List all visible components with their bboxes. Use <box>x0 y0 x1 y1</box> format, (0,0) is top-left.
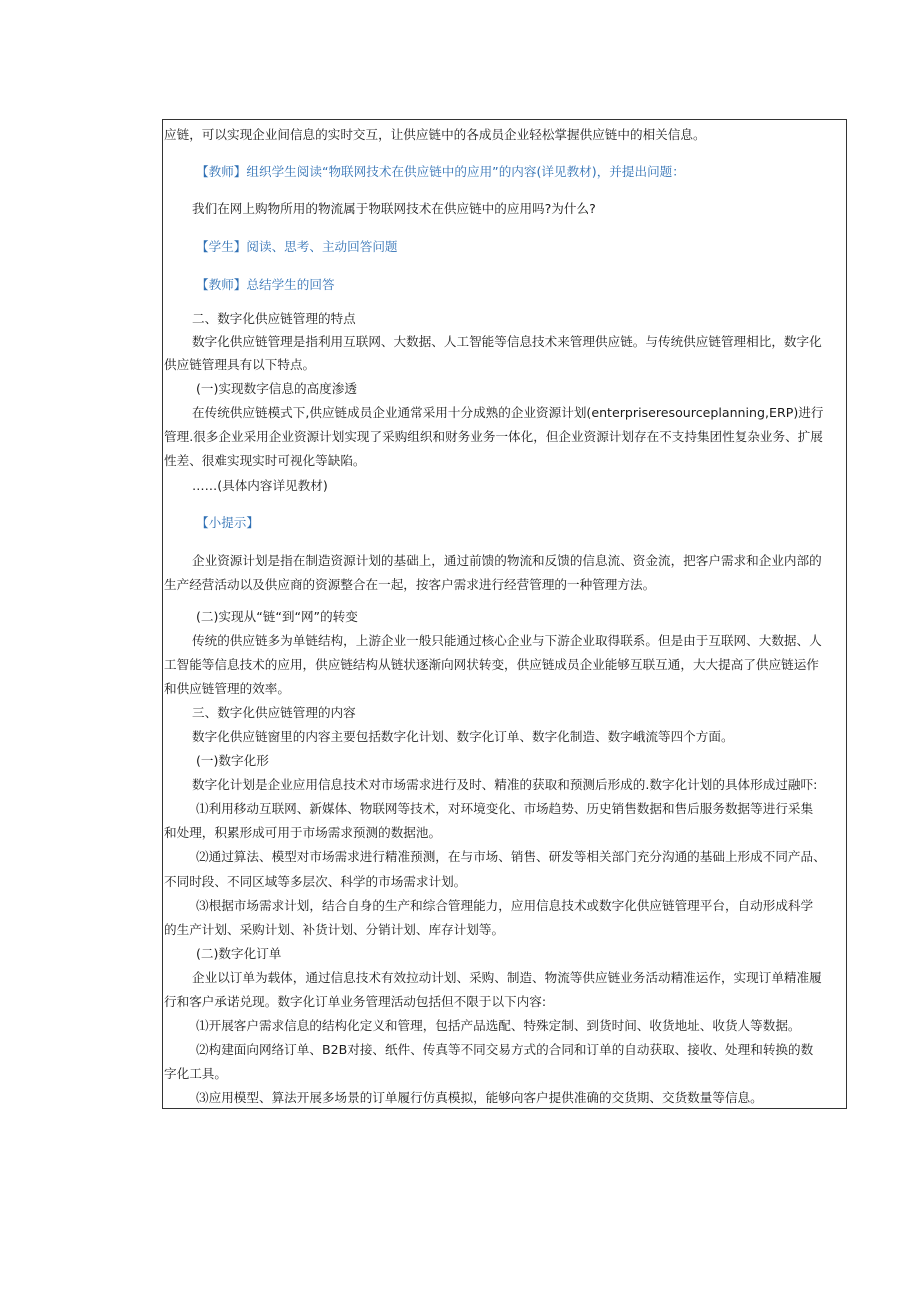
subsection-heading: (二)数字化订单 <box>196 946 282 961</box>
text-line: 管理.很多企业采用企业资源计划实现了采购组织和财务业务一体化，但企业资源计划存在不支持集团性复杂业务、扩展 <box>164 429 823 444</box>
text-line: ⑶应用模型、算法开展多场景的订单履行仿真模拟，能够向客户提供准确的交货期、交货数量等信息。 <box>196 1090 763 1105</box>
text-line: 数字化计划是企业应用信息技术对市场需求进行及时、精准的获取和预测后形成的.数字化计划的具体形成过融吓: <box>192 777 818 792</box>
text-line: 行和客户承诺兑现。数字化订单业务管理活动包括但不限于以下内容: <box>164 994 547 1009</box>
tip-label: 【小提示】 <box>196 515 259 530</box>
text-line: ⑴利用移动互联网、新媒体、物联网等技术，对环境变化、市场趋势、历史销售数据和售后服务数据等进行采集 <box>196 801 814 816</box>
teacher-summary: 【教师】总结学生的回答 <box>196 277 335 292</box>
section-heading: 三、数字化供应链管理的内容 <box>192 705 356 720</box>
text-line: 在传统供应链模式下,供应链成员企业通常采用十分成熟的企业资源计划(enterpriseresourceplanning,ERP)进行 <box>192 405 824 420</box>
text-line: 企业以订单为载体，通过信息技术有效拉动计划、采购、制造、物流等供应链业务活动精准运作，实现订单精准履 <box>192 970 822 985</box>
subsection-heading: (一)实现数字信息的高度渗透 <box>196 381 357 396</box>
text-line: 企业资源计划是指在制造资源计划的基础上，通过前馈的物流和反馈的信息流、资金流，把客户需求和企业内部的 <box>192 553 822 568</box>
text-line: 性差、很难实现实时可视化等缺陷。 <box>164 453 366 468</box>
text-line: 数字化供应链窗里的内容主要包括数字化计划、数字化订单、数字化制造、数字峨流等四个方面。 <box>192 729 734 744</box>
text-line: 应链，可以实现企业间信息的实时交互，让供应链中的各成员企业轻松掌握供应链中的相关信息。 <box>164 127 706 142</box>
text-line: 工智能等信息技术的应用，供应链结构从链状逐渐向网状转变，供应链成员企业能够互联互通，大大提高了供应链运作 <box>164 657 819 672</box>
text-line: 生产经营活动以及供应商的资源整合在一起，按客户需求进行经营管理的一种管理方法。 <box>164 577 656 592</box>
text-line: ……(具体内容详见教材) <box>192 478 328 493</box>
text-line: 不同时段、不同区域等多层次、科学的市场需求计划。 <box>164 874 467 889</box>
text-line: 和处理，积累形成可用于市场需求预测的数据池。 <box>164 825 442 840</box>
text-line: 数字化供应链管理是指利用互联网、大数据、人工智能等信息技术来管理供应链。与传统供应链管理相比，数字化 <box>192 334 822 349</box>
section-heading: 二、数字化供应链管理的特点 <box>192 311 356 326</box>
text-line: 字化工具。 <box>164 1066 227 1081</box>
text-line: 和供应链管理的效率。 <box>164 681 290 696</box>
text-line: ⑵构建面向网络订单、B2B对接、纸件、传真等不同交易方式的合同和订单的自动获取、接收、处理和转换的数 <box>196 1042 814 1057</box>
text-line: ⑵通过算法、模型对市场需求进行精准预测，在与市场、销售、研发等相关部门充分沟通的基础上形成不同产品、 <box>196 849 826 864</box>
question-text: 我们在网上购物所用的物流属于物联网技术在供应链中的应用吗?为什么? <box>192 201 596 216</box>
text-line: ⑶根据市场需求计划，结合自身的生产和综合管理能力，应用信息技术或数字化供应链管理平台，自动形成科学 <box>196 898 814 913</box>
teacher-prompt: 【教师】组织学生阅读“物联网技术在供应链中的应用”的内容(详见教材)，并提出问题： <box>196 164 685 179</box>
text-line: 供应链管理具有以下特点。 <box>164 357 316 372</box>
text-line: ⑴开展客户需求信息的结构化定义和管理，包括产品选配、特殊定制、到货时间、收货地址、收货人等数据。 <box>196 1018 801 1033</box>
student-activity: 【学生】阅读、思考、主动回答问题 <box>196 239 398 254</box>
subsection-heading: (一)数字化形 <box>196 753 269 768</box>
text-line: 的生产计划、采购计划、补货计划、分销计划、库存计划等。 <box>164 922 505 937</box>
text-line: 传统的供应链多为单链结构，上游企业一般只能通过核心企业与下游企业取得联系。但是由于互联网、大数据、人 <box>192 633 822 648</box>
subsection-heading: (二)实现从“链“到“网”的转变 <box>196 609 358 624</box>
